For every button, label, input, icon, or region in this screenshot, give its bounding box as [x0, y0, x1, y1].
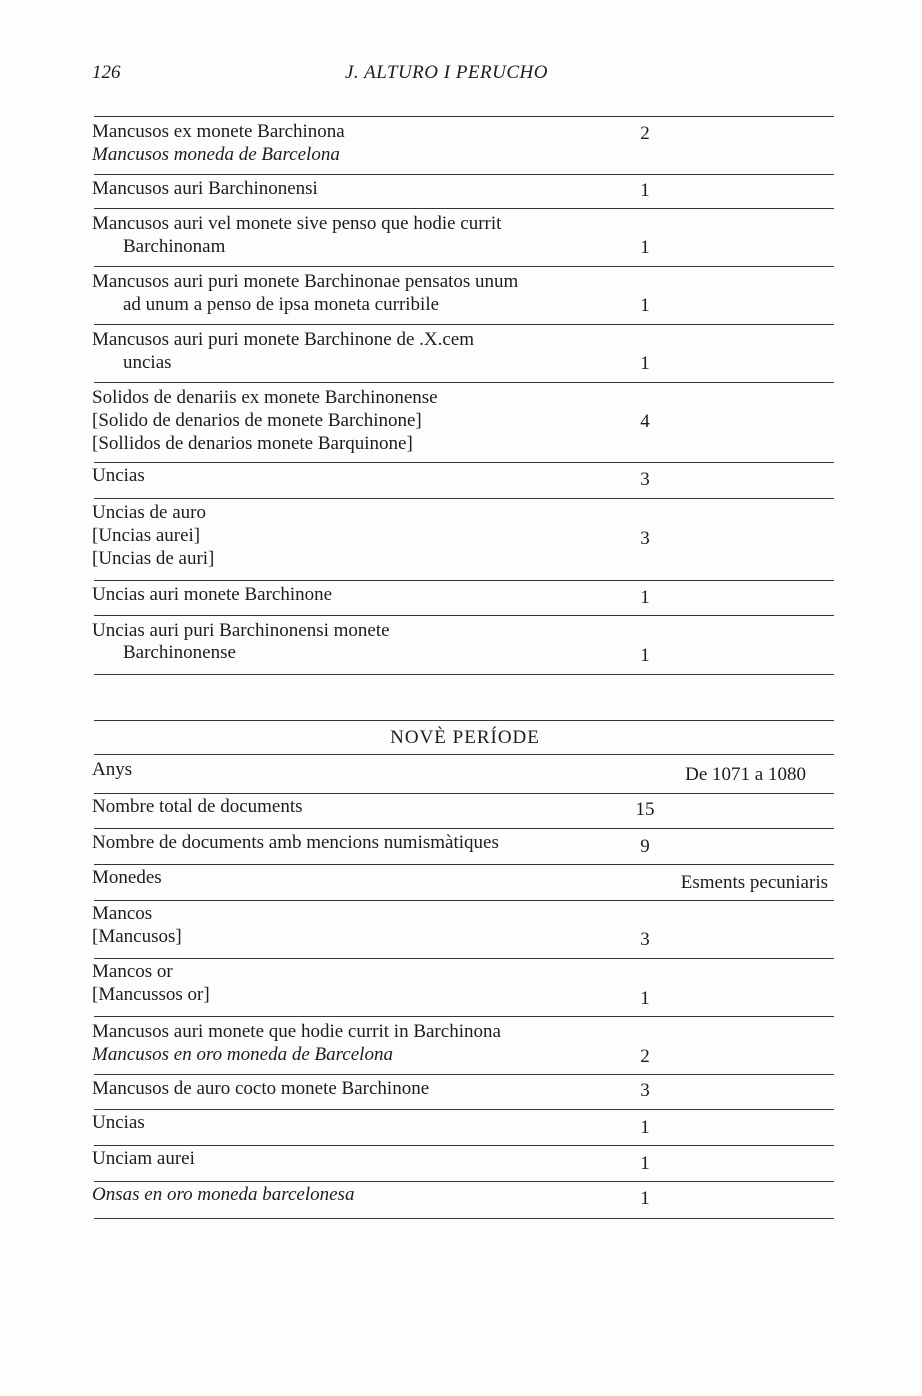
- mention-count: 1: [640, 1117, 650, 1138]
- coin-name-translation: Mancusos moneda de Barcelona: [92, 144, 340, 165]
- mention-count: 3: [640, 929, 650, 950]
- table-rule: [94, 720, 834, 721]
- coin-name: Solidos de denariis ex monete Barchinonense: [92, 387, 438, 408]
- total-documents-value: 15: [635, 799, 655, 820]
- total-documents-label: Nombre total de documents: [92, 796, 303, 817]
- coin-name: Mancos or: [92, 961, 173, 982]
- mentions-column-header: Esments pecuniaris: [680, 872, 828, 893]
- table-rule: [94, 958, 834, 959]
- table-rule: [94, 266, 834, 267]
- table-rule: [94, 116, 834, 117]
- page-header: [0, 58, 922, 92]
- table-rule: [94, 382, 834, 383]
- mention-count: 1: [640, 988, 650, 1009]
- coin-name-variant: [Mancusos]: [92, 926, 182, 947]
- coin-name-variant: [Sollidos de denarios monete Barquinone]: [92, 433, 413, 454]
- coin-name: Uncias auri monete Barchinone: [92, 584, 333, 605]
- numismatic-documents-label: Nombre de documents amb mencions numismàtiques: [92, 832, 499, 853]
- numismatic-documents-value: 9: [640, 836, 650, 857]
- table-rule: [94, 754, 834, 755]
- mention-count: 1: [640, 645, 650, 666]
- mention-count: 1: [640, 353, 650, 374]
- coin-name: Mancusos auri puri monete Barchinonae pensatos unum: [92, 271, 519, 292]
- page-number: 126: [92, 62, 121, 83]
- column-header-row: [92, 867, 834, 897]
- coin-name-translation: Mancusos en oro moneda de Barcelona: [92, 1044, 393, 1065]
- mention-count: 1: [640, 1153, 650, 1174]
- coin-name: Mancusos auri Barchinonensi: [92, 178, 318, 199]
- mention-count: 2: [640, 1046, 650, 1067]
- table-rule: [94, 208, 834, 209]
- table-rule: [94, 324, 834, 325]
- coin-name-variant: [Uncias aurei]: [92, 525, 201, 546]
- table-rule: [94, 1145, 834, 1146]
- coin-name: Mancusos auri monete que hodie currit in Barchinona: [92, 1021, 501, 1042]
- period-title: NOVÈ PERÍODE: [390, 727, 540, 748]
- coin-name: Mancusos auri vel monete sive penso que hodie currit: [92, 213, 502, 234]
- table-rule: [94, 1109, 834, 1110]
- coin-name: Mancos: [92, 903, 153, 924]
- coin-name-continued: Barchinonam: [123, 236, 226, 257]
- table-rule: [94, 1181, 834, 1182]
- table-rule: [94, 1016, 834, 1017]
- table-rule: [94, 1074, 834, 1075]
- table-rule: [94, 498, 834, 499]
- mention-count: 1: [640, 587, 650, 608]
- coin-name: Uncias de auro: [92, 502, 206, 523]
- table-rule: [94, 174, 834, 175]
- years-value: De 1071 a 1080: [685, 764, 806, 785]
- running-title: J. ALTURO I PERUCHO: [345, 62, 548, 83]
- coin-name: Uncias auri puri Barchinonensi monete: [92, 620, 390, 641]
- coin-name-variant: [Uncias de auri]: [92, 548, 215, 569]
- coin-name: Uncias: [92, 465, 145, 486]
- table-rule: [94, 900, 834, 901]
- table-rule: [94, 864, 834, 865]
- table-rule: [94, 580, 834, 581]
- coin-name-continued: ad unum a penso de ipsa moneta curribile: [123, 294, 440, 315]
- coin-name: Mancusos auri puri monete Barchinone de .X.cem: [92, 329, 474, 350]
- mention-count: 3: [640, 1080, 650, 1101]
- table-rule: [94, 462, 834, 463]
- mention-count: 1: [640, 295, 650, 316]
- years-label: Anys: [92, 759, 133, 780]
- coin-name: Uncias: [92, 1112, 145, 1133]
- coins-column-header: Monedes: [92, 867, 162, 888]
- table-rule: [94, 615, 834, 616]
- mention-count: 1: [640, 1188, 650, 1209]
- years-row: [92, 759, 834, 787]
- mention-count: 1: [640, 180, 650, 201]
- mention-count: 3: [640, 528, 650, 549]
- mention-count: 2: [640, 123, 650, 144]
- table-rule: [94, 828, 834, 829]
- mention-count: 4: [640, 411, 650, 432]
- coin-name-continued: uncias: [123, 352, 172, 373]
- coin-name: Unciam aurei: [92, 1148, 195, 1169]
- coin-name-variant: [Mancussos or]: [92, 984, 210, 1005]
- coin-name: Mancusos de auro cocto monete Barchinone: [92, 1078, 430, 1099]
- coin-name: Mancusos ex monete Barchinona: [92, 121, 345, 142]
- table-rule: [94, 674, 834, 675]
- mention-count: 1: [640, 237, 650, 258]
- table-rule: [94, 1218, 834, 1219]
- mention-count: 3: [640, 469, 650, 490]
- coin-name-translation: Onsas en oro moneda barcelonesa: [92, 1184, 355, 1205]
- table-rule: [94, 793, 834, 794]
- coin-name-variant: [Solido de denarios de monete Barchinone]: [92, 410, 422, 431]
- coin-name-continued: Barchinonense: [123, 642, 236, 663]
